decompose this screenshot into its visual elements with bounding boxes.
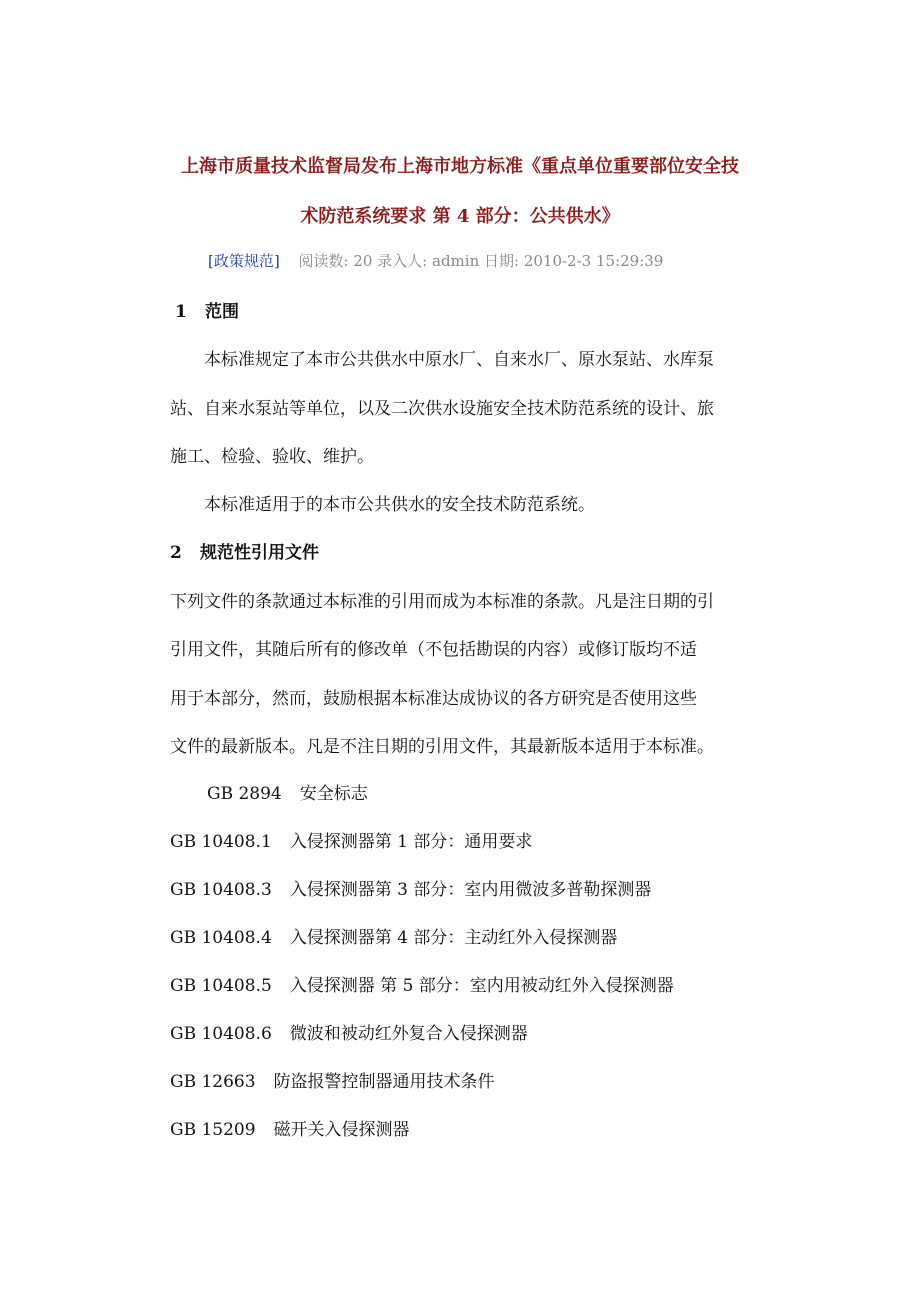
section-1-para-2: 本标准适用于的本市公共供水的安全技术防范系统。 <box>204 495 595 515</box>
section-1-number: 1 <box>175 302 187 322</box>
section-1-title: 范围 <box>205 302 239 322</box>
reference-name: 入侵探测器第 3 部分：室内用微波多普勒探测器 <box>289 880 652 900</box>
section-2-para-1-line-3: 用于本部分，然而，鼓励根据本标准达成协议的各方研究是否使用这些 <box>170 689 697 709</box>
reference-name: 安全标志 <box>299 784 368 804</box>
reference-name: 微波和被动红外复合入侵探测器 <box>289 1024 528 1044</box>
reference-item <box>170 971 674 996</box>
reference-name: 防盗报警控制器通用技术条件 <box>273 1072 495 1092</box>
section-2-number: 2 <box>170 543 182 563</box>
article-title-line-1: 上海市质量技术监督局发布上海市地方标准《重点单位重要部位安全技 <box>181 156 739 177</box>
reference-item <box>207 779 368 804</box>
section-1-para-1-line-3: 施工、检验、验收、维护。 <box>170 447 374 467</box>
reference-code: GB 10408.5 <box>170 976 272 996</box>
reference-name: 入侵探测器第 4 部分：主动红外入侵探测器 <box>289 928 618 948</box>
section-1-para-1-line-1: 本标准规定了本市公共供水中原水厂、自来水厂、原水泵站、水库泵 <box>204 350 714 370</box>
reference-code: GB 10408.4 <box>170 928 272 948</box>
reference-item <box>170 827 532 852</box>
meta-info: 阅读数: 20 录入人: admin 日期: 2010-2-3 15:29:39 <box>298 252 664 270</box>
reference-item <box>170 875 651 900</box>
section-1-heading <box>175 297 239 322</box>
reference-item <box>170 923 617 948</box>
reference-name: 入侵探测器第 1 部分：通用要求 <box>289 832 533 852</box>
reference-item <box>170 1067 495 1092</box>
reference-item <box>170 1019 528 1044</box>
reference-name: 磁开关入侵探测器 <box>273 1120 410 1140</box>
reference-code: GB 10408.6 <box>170 1024 272 1044</box>
reference-code: GB 10408.1 <box>170 832 272 852</box>
reference-name: 入侵探测器 第 5 部分：室内用被动红外入侵探测器 <box>289 976 674 996</box>
article-title-line-2: 术防范系统要求 第 4 部分：公共供水》 <box>300 206 620 227</box>
section-1-para-1-line-2: 站、自来水泵站等单位，以及二次供水设施安全技术防范系统的设计、旅 <box>170 399 714 419</box>
reference-code: GB 12663 <box>170 1072 256 1092</box>
reference-code: GB 2894 <box>207 784 282 804</box>
section-2-para-1-line-4: 文件的最新版本。凡是不注日期的引用文件，其最新版本适用于本标准。 <box>170 737 714 757</box>
reference-code: GB 15209 <box>170 1120 256 1140</box>
section-2-para-1-line-1: 下列文件的条款通过本标准的引用而成为本标准的条款。凡是注日期的引 <box>170 592 714 612</box>
reference-item <box>170 1115 410 1140</box>
reference-code: GB 10408.3 <box>170 880 272 900</box>
section-2-para-1-line-2: 引用文件，其随后所有的修改单（不包括勘误的内容）或修订版均不适 <box>170 640 697 660</box>
section-2-heading <box>170 538 319 563</box>
section-2-title: 规范性引用文件 <box>200 543 319 563</box>
category-link[interactable]: [政策规范] <box>208 252 280 270</box>
article-meta <box>208 250 663 271</box>
